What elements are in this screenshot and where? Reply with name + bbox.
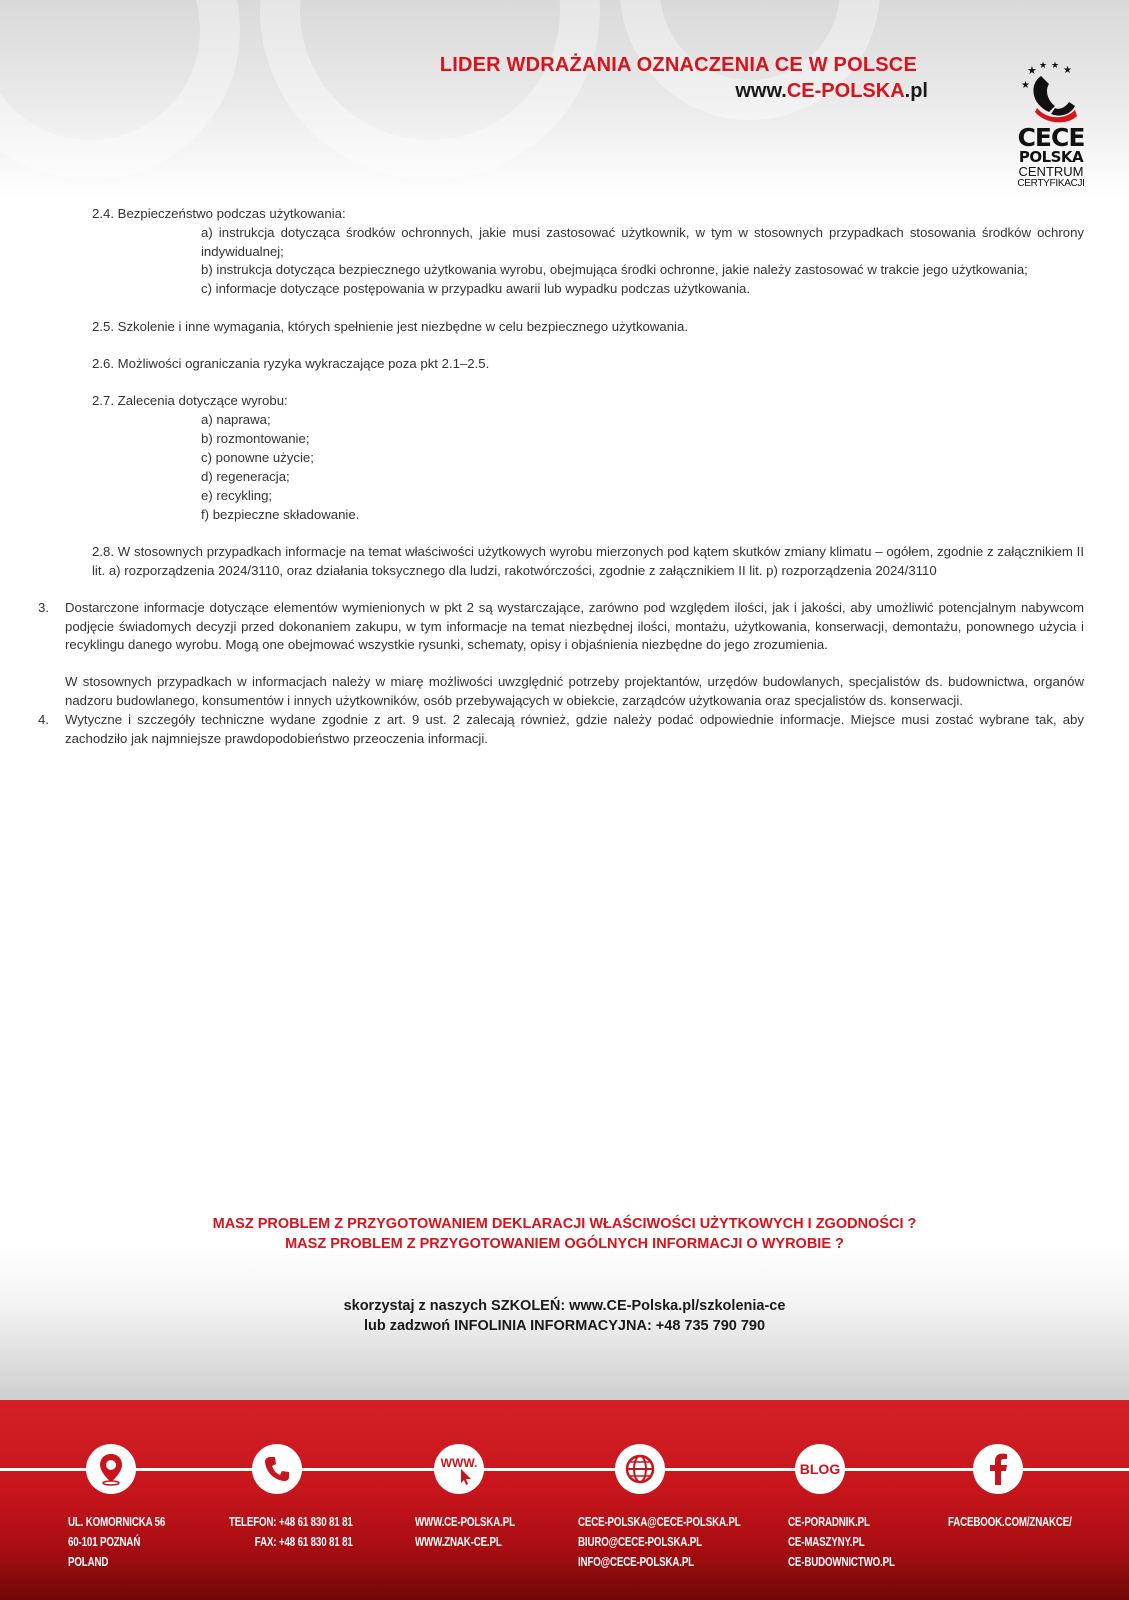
address-line: 60-101 POZNAŃ bbox=[68, 1535, 141, 1549]
footer-address bbox=[68, 1512, 165, 1572]
page-header bbox=[0, 0, 1129, 200]
svg-text:★: ★ bbox=[1021, 80, 1030, 91]
url-brand: CE-POLSKA bbox=[786, 80, 905, 102]
section-2-4-item-a: a) instrukcja dotycząca środków ochronnych, jakie musi zastosować użytkownik, w tym w stosownych przypadkach stosowania środków ochrony indywidualnej; bbox=[201, 225, 1084, 259]
logo-text-centrum: CENTRUM bbox=[1018, 164, 1084, 179]
section-2-7-item: e) recykling; bbox=[201, 488, 273, 503]
point-3-number: 3. bbox=[38, 600, 49, 615]
section-2-7-item: f) bezpieczne składowanie. bbox=[201, 507, 360, 522]
url-prefix: www. bbox=[735, 80, 787, 102]
svg-text:★: ★ bbox=[1051, 61, 1060, 71]
blog-link[interactable]: CE-MASZYNY.PL bbox=[788, 1535, 865, 1549]
point-4-text: Wytyczne i szczegóły techniczne wydane zgodnie z art. 9 ust. 2 zalecają również, gdzie należy podać odpowiednie informacje. Miejsce musi zostać wybrane tak, aby zachodziło jak najmniejsze prawdopodobieństwo przeoczenia informacji. bbox=[65, 712, 1084, 746]
section-2-5: 2.5. Szkolenie i inne wymagania, których spełnienie jest niezbędne w celu bezpiecznego użytkowania. bbox=[92, 319, 688, 334]
email-link[interactable]: BIURO@CECE-POLSKA.PL bbox=[578, 1535, 702, 1549]
cece-polska-logo bbox=[1010, 60, 1092, 200]
facebook-icon bbox=[973, 1444, 1023, 1494]
svg-text:★: ★ bbox=[1027, 64, 1037, 77]
point-3-text: Dostarczone informacje dotyczące elementów wymienionych w pkt 2 są wystarczające, zarówno pod względem ilości, jak i jakości, aby umożliwić potencjalnym nabywcom podjęcie świadomych decyzji przed dokonaniem zakupu, w tym informacje na temat niezbędnej ilości, montażu, użytkowania, konserwacji, demontażu, ponownego użycia i recyklingu danego wyrobu. Mogą one obejmować wszystkie rysunki, schematy, opisy i objaśnienia niezbędne do jego zrozumienia. bbox=[65, 600, 1084, 652]
footer-phone bbox=[229, 1512, 353, 1552]
email-globe-icon bbox=[615, 1444, 665, 1494]
page-footer bbox=[0, 1400, 1129, 1600]
footer-websites bbox=[415, 1512, 515, 1552]
section-2-7-item: c) ponowne użycie; bbox=[201, 450, 314, 465]
point-4-number: 4. bbox=[38, 712, 49, 727]
cta-question-2: MASZ PROBLEM Z PRZYGOTOWANIEM OGÓLNYCH INFORMACJI O WYROBIE ? bbox=[285, 1236, 844, 1252]
phone-number[interactable]: TELEFON: +48 61 830 81 81 bbox=[229, 1515, 353, 1529]
website-link[interactable]: WWW.ZNAK-CE.PL bbox=[415, 1535, 502, 1549]
address-line: UL. KOMORNICKA 56 bbox=[68, 1515, 166, 1529]
email-link[interactable]: INFO@CECE-POLSKA.PL bbox=[578, 1555, 694, 1569]
fax-number[interactable]: FAX: +48 61 830 81 81 bbox=[255, 1535, 353, 1549]
section-2-7-item: d) regeneracja; bbox=[201, 469, 290, 484]
section-2-4-item-b: b) instrukcja dotycząca bezpiecznego użytkowania wyrobu, obejmująca środki ochronne, jakie należy zastosować w trakcie jego użytkowania; bbox=[201, 262, 1028, 277]
section-2-4-item-c: c) informacje dotyczące postępowania w przypadku awarii lub wypadku podczas użytkowania. bbox=[201, 281, 751, 296]
footer-blogs bbox=[788, 1512, 895, 1572]
phone-stars-logo-icon bbox=[1021, 60, 1081, 126]
logo-text-polska: POLSKA bbox=[1018, 148, 1084, 166]
blog-link[interactable]: CE-PORADNIK.PL bbox=[788, 1515, 870, 1529]
section-2-6: 2.6. Możliwości ograniczania ryzyka wykraczające poza pkt 2.1–2.5. bbox=[92, 356, 490, 371]
phone-icon bbox=[252, 1444, 302, 1494]
footer-facebook bbox=[948, 1512, 1072, 1532]
blog-icon bbox=[795, 1444, 845, 1494]
svg-text:★: ★ bbox=[1039, 61, 1048, 71]
svg-text:★: ★ bbox=[1063, 65, 1072, 76]
www-icon-label: WWW. bbox=[440, 1456, 478, 1470]
section-2-7-item: b) rozmontowanie; bbox=[201, 431, 310, 446]
www-globe-icon bbox=[434, 1444, 484, 1494]
blog-link[interactable]: CE-BUDOWNICTWO.PL bbox=[788, 1555, 895, 1569]
cta-hotline[interactable]: lub zadzwoń INFOLINIA INFORMACYJNA: +48 735 790 790 bbox=[363, 1318, 766, 1334]
section-2-7-title: 2.7. Zalecenia dotyczące wyrobu: bbox=[92, 393, 288, 408]
section-2-4-title: 2.4. Bezpieczeństwo podczas użytkowania: bbox=[92, 206, 346, 221]
email-link[interactable]: CECE-POLSKA@CECE-POLSKA.PL bbox=[578, 1515, 741, 1529]
header-website-link[interactable] bbox=[735, 80, 928, 103]
location-pin-icon bbox=[86, 1444, 136, 1494]
website-link[interactable]: WWW.CE-POLSKA.PL bbox=[415, 1515, 515, 1529]
address-line: POLAND bbox=[68, 1555, 109, 1569]
logo-text-certyfikacji: CERTYFIKACJI bbox=[1017, 178, 1085, 189]
point-3-text-continued: W stosownych przypadkach w informacjach należy w miarę możliwości uwzględnić potrzeby projektantów, urzędów budowlanych, specjalistów ds. budownictwa, organów nadzoru budowlanego, konsumentów i innych użytkowników, osób przebywających w obiekcie, zarządców użytkowania oraz specjalistów ds. konserwacji. bbox=[65, 674, 1084, 708]
section-2-8: 2.8. W stosownych przypadkach informacje na temat właściwości użytkowych wyrobu mierzonych pod kątem skutków zmiany klimatu – ogółem, zgodnie z załącznikiem II lit. a) rozporządzenia 2024/3110, oraz działania toksycznego dla ludzi, rakotwórczości, zgodnie z załącznikiem II lit. p) rozporządzenia 2024/3110 bbox=[92, 544, 1084, 578]
footer-divider bbox=[0, 1468, 1129, 1471]
section-2-7-item: a) naprawa; bbox=[201, 412, 271, 427]
header-slogan: LIDER WDRAŻANIA OZNACZENIA CE W POLSCE bbox=[439, 54, 917, 76]
blog-icon-label: BLOG bbox=[799, 1461, 841, 1477]
header-decoration bbox=[260, 0, 600, 180]
facebook-link[interactable]: FACEBOOK.COM/ZNAKCE/ bbox=[948, 1515, 1072, 1529]
footer-emails bbox=[578, 1512, 741, 1572]
logo-text-cece: CECE bbox=[1017, 123, 1085, 152]
url-suffix: .pl bbox=[904, 80, 928, 102]
cta-question-1: MASZ PROBLEM Z PRZYGOTOWANIEM DEKLARACJI WŁAŚCIWOŚCI UŻYTKOWYCH I ZGODNOŚCI ? bbox=[212, 1216, 917, 1232]
header-decoration bbox=[0, 0, 240, 180]
cta-trainings-link[interactable]: skorzystaj z naszych SZKOLEŃ: www.CE-Polska.pl/szkolenia-ce bbox=[343, 1298, 786, 1314]
